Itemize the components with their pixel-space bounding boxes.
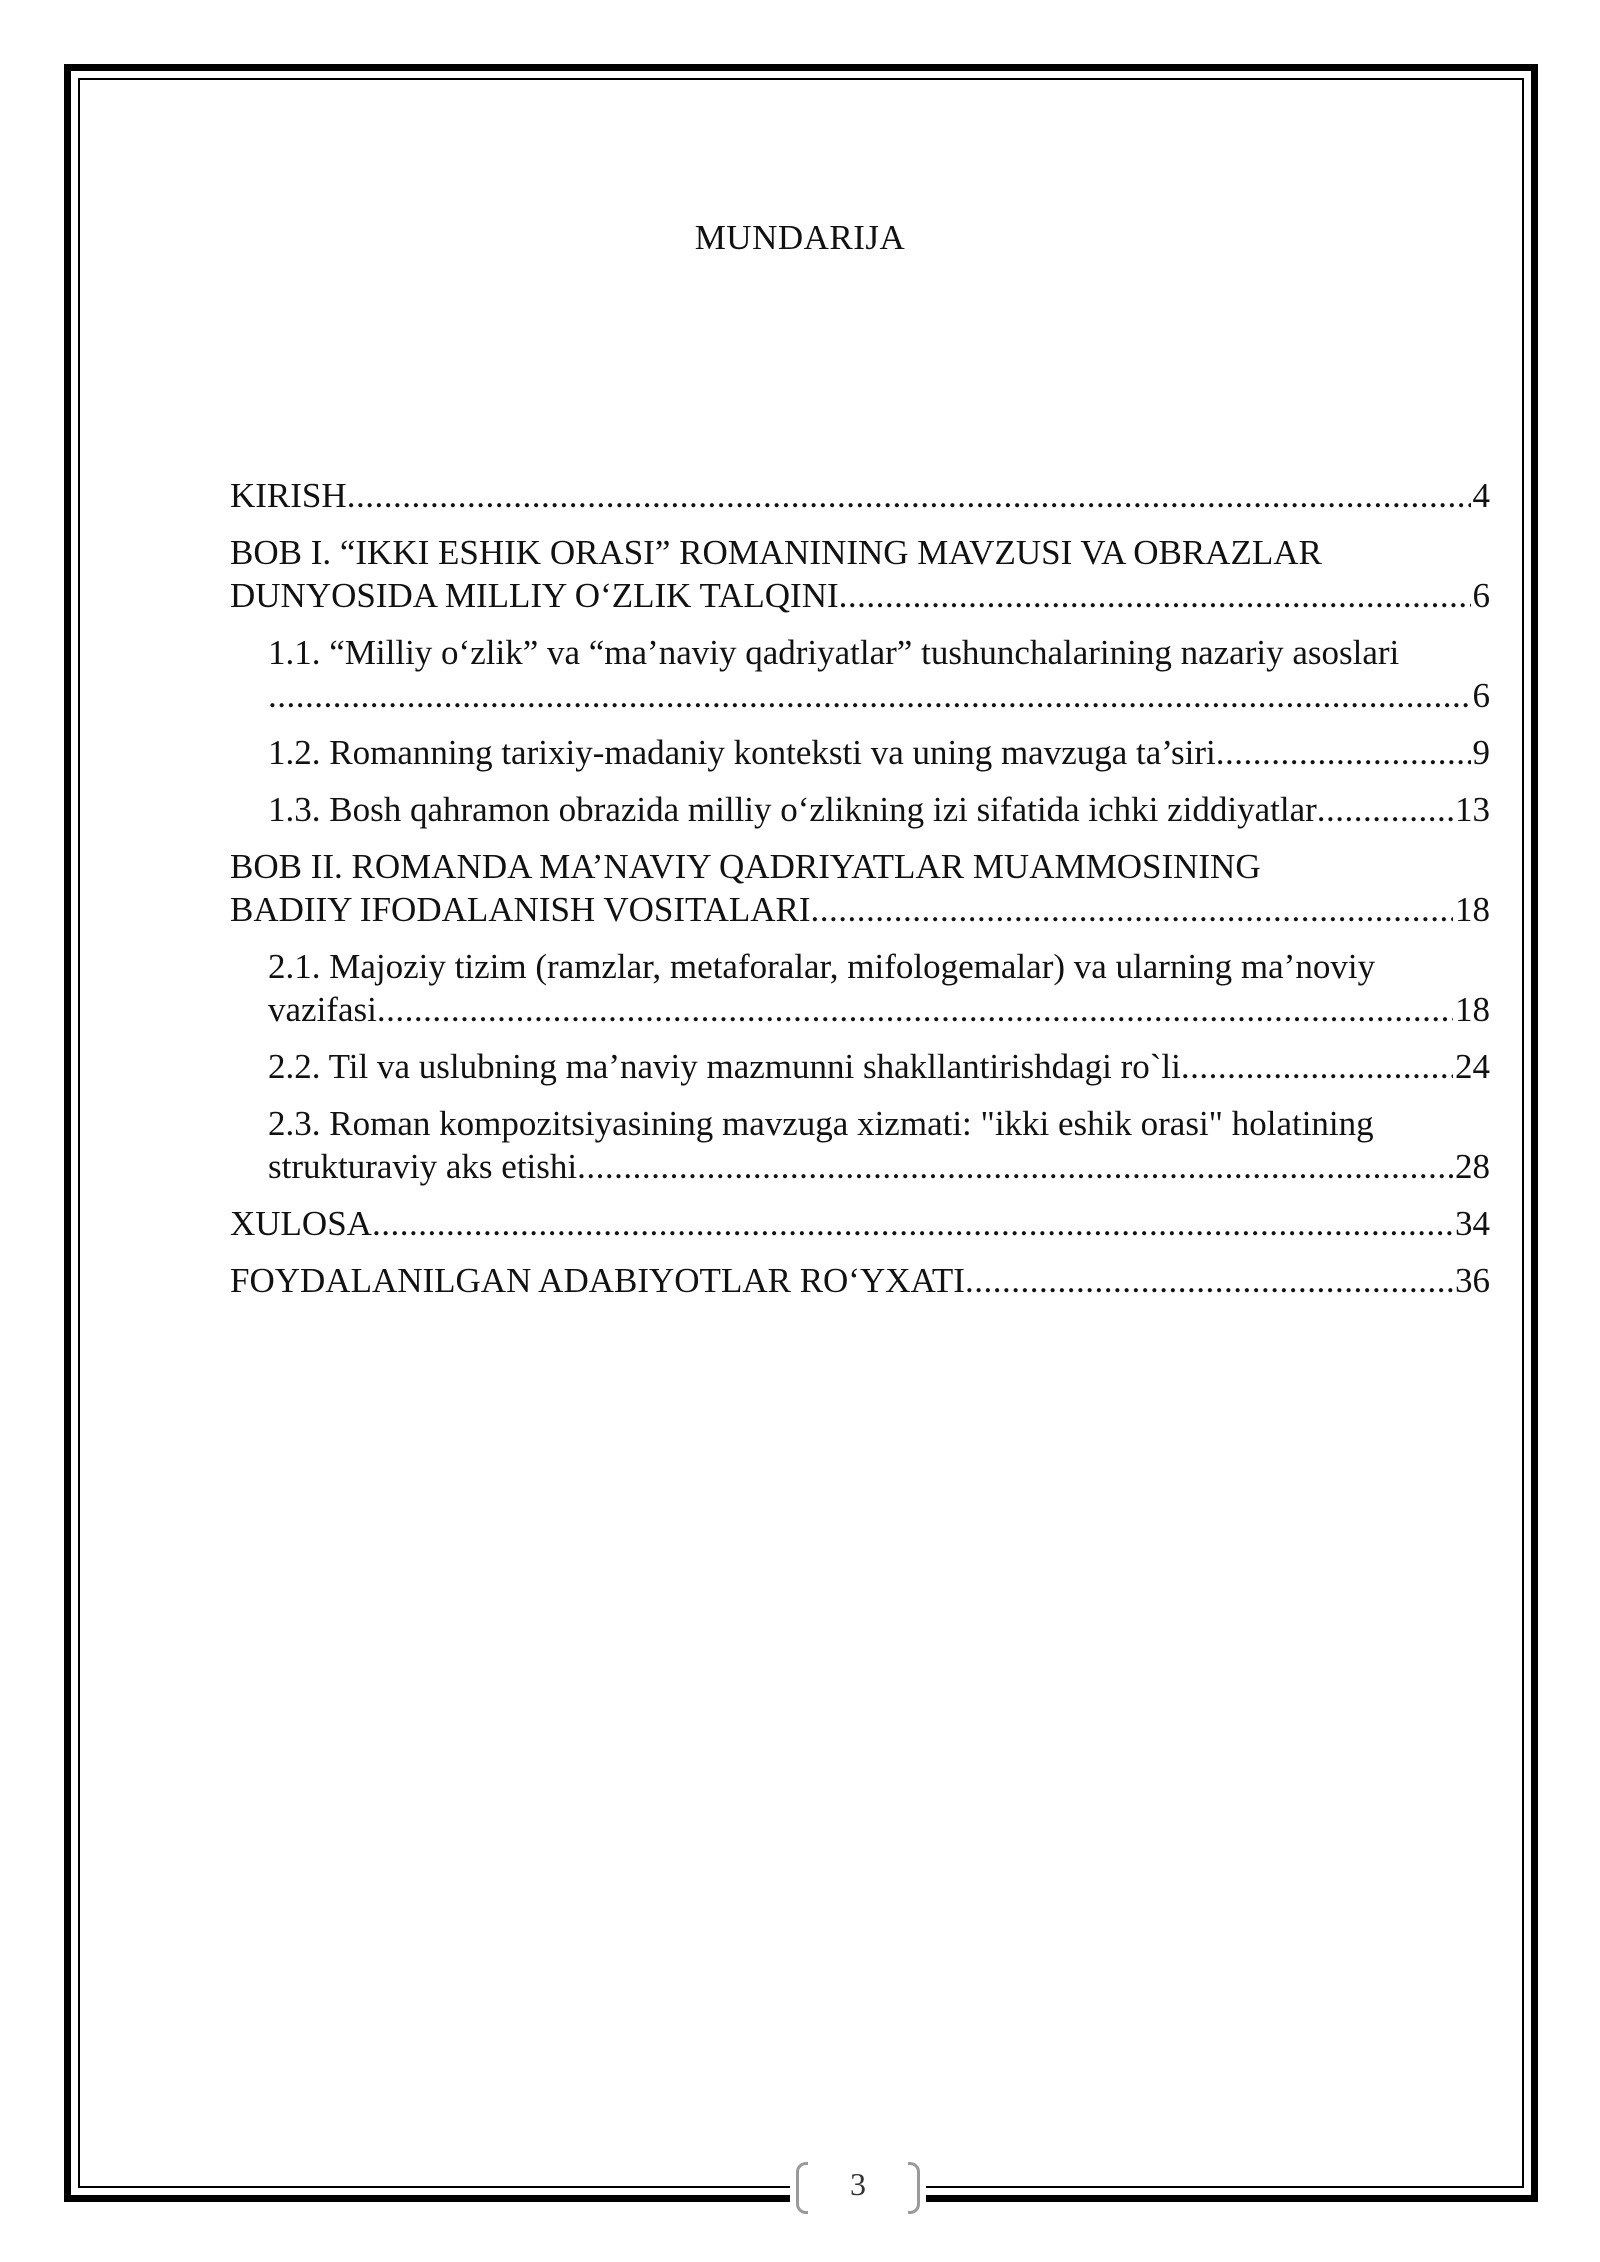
toc-page-number: 28 [1455, 1147, 1490, 1186]
toc-page-number: 9 [1472, 733, 1490, 772]
toc-entry-text: 2.1. Majoziy tizim (ramzlar, metaforalar, mifologemalar) va ularning ma’noviy [268, 947, 1376, 986]
toc-line [230, 574, 1490, 617]
toc-page-number: 18 [1455, 990, 1490, 1029]
toc-entry-text: 1.3. Bosh qahramon obrazida milliy o‘zlikning izi sifatida ichki ziddiyatlar [268, 790, 1317, 829]
toc-leader-dots [372, 1202, 1453, 1245]
toc-line [268, 1045, 1490, 1088]
toc-line [230, 1259, 1490, 1302]
toc-leader-dots [811, 888, 1453, 931]
toc-leader-dots [268, 674, 1471, 717]
toc-entry-kirish[interactable] [230, 474, 1490, 517]
toc-entry-text: 2.2. Til va uslubning ma’naviy mazmunni shakllantirishdagi ro`li [268, 1047, 1181, 1086]
toc-page-number: 6 [1472, 576, 1490, 615]
toc-page-number: 36 [1455, 1261, 1490, 1300]
table-of-contents [230, 474, 1490, 1316]
toc-entry-text: KIRISH [230, 476, 347, 515]
toc-entry-2-2[interactable] [230, 1045, 1490, 1088]
toc-leader-dots [965, 1259, 1453, 1302]
toc-entry-text: FOYDALANILGAN ADABIYOTLAR RO‘YXATI [230, 1261, 965, 1300]
toc-entry-xulosa[interactable] [230, 1202, 1490, 1245]
toc-entry-bob-2[interactable] [230, 845, 1490, 931]
toc-entry-text: BADIIY IFODALANISH VOSITALARI [230, 890, 811, 929]
toc-entry-text: 2.3. Roman kompozitsiyasining mavzuga xizmati: "ikki eshik orasi" holatining [268, 1104, 1374, 1143]
toc-page-number: 18 [1455, 890, 1490, 929]
toc-line [230, 888, 1490, 931]
page-number: 3 [850, 2166, 866, 2202]
page-number-footer [790, 2158, 926, 2220]
toc-entry-2-3[interactable] [230, 1102, 1490, 1188]
toc-entry-text: strukturaviy aks etishi [268, 1147, 578, 1186]
toc-page-number: 24 [1455, 1047, 1490, 1086]
toc-entry-text: vazifasi [268, 990, 377, 1029]
toc-line [268, 1145, 1490, 1188]
page-title: MUNDARIJA [694, 218, 906, 257]
toc-entry-text: 1.1. “Milliy o‘zlik” va “ma’naviy qadriyatlar” tushunchalarining nazariy asoslari [268, 633, 1400, 672]
toc-line [268, 788, 1490, 831]
toc-line [268, 731, 1490, 774]
toc-entry-text: BOB II. ROMANDA MA’NAVIY QADRIYATLAR MUAMMOSINING [230, 847, 1261, 886]
toc-entry-text: XULOSA [230, 1204, 372, 1243]
toc-page-number: 4 [1472, 476, 1490, 515]
toc-entry-2-1[interactable] [230, 945, 1490, 1031]
right-bracket-icon [908, 2162, 920, 2214]
toc-leader-dots [347, 474, 1471, 517]
toc-line [268, 674, 1490, 717]
toc-leader-dots [577, 1145, 1453, 1188]
toc-entry-text: BOB I. “IKKI ESHIK ORASI” ROMANINING MAVZUSI VA OBRAZLAR [230, 533, 1322, 572]
toc-line [230, 474, 1490, 517]
toc-leader-dots [1216, 731, 1471, 774]
toc-leader-dots [839, 574, 1471, 617]
toc-leader-dots [1317, 788, 1453, 831]
toc-line [230, 1202, 1490, 1245]
toc-page-number: 34 [1455, 1204, 1490, 1243]
toc-leader-dots [1181, 1045, 1453, 1088]
toc-entry-1-2[interactable] [230, 731, 1490, 774]
toc-entry-text: DUNYOSIDA MILLIY O‘ZLIK TALQINI [230, 576, 839, 615]
toc-page-number: 13 [1455, 790, 1490, 829]
toc-page-number: 6 [1472, 676, 1490, 715]
toc-entry-1-3[interactable] [230, 788, 1490, 831]
toc-line [268, 988, 1490, 1031]
toc-leader-dots [377, 988, 1453, 1031]
toc-entry-1-1[interactable] [230, 631, 1490, 717]
toc-entry-text: 1.2. Romanning tarixiy-madaniy konteksti va uning mavzuga ta’siri [268, 733, 1216, 772]
toc-entry-bob-1[interactable] [230, 531, 1490, 617]
toc-entry-adabiyotlar[interactable] [230, 1259, 1490, 1302]
